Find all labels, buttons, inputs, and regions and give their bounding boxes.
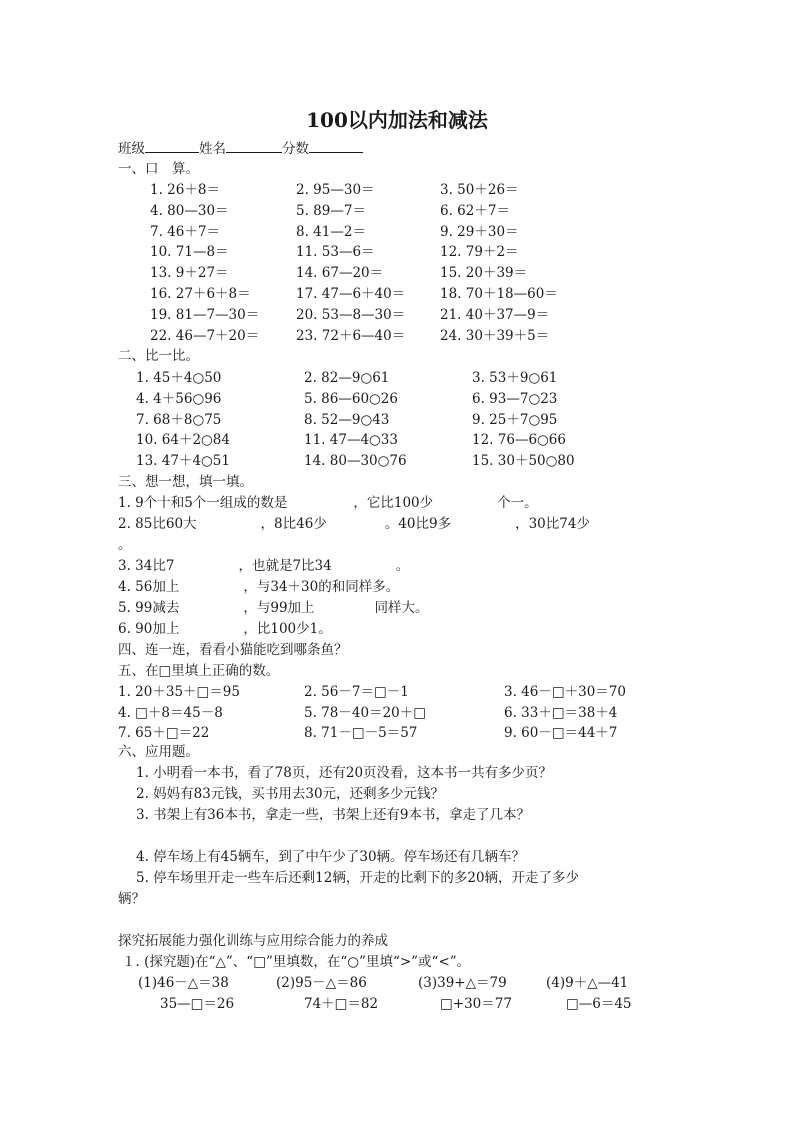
box-fill-item: 9. 60－□＝44＋7 xyxy=(504,725,618,742)
score-label: 分数 xyxy=(282,141,309,157)
mental-math-item: 14. 67—20＝ xyxy=(296,265,384,282)
compare-item: 11. 47—4○33 xyxy=(304,432,398,449)
fill-line-3 xyxy=(118,556,409,576)
mental-math-item: 3. 50＋26＝ xyxy=(440,182,519,198)
extension-item: (3)39+△＝79 xyxy=(418,975,507,991)
mental-math-item: 1. 26＋8＝ xyxy=(150,182,220,198)
fill-line-6 xyxy=(118,619,332,639)
compare-item: 13. 47＋4○51 xyxy=(136,453,230,470)
word-problem-1: 1. 小明看一本书，看了78页，还有20页没看，这本书一共有多少页？ xyxy=(136,765,553,781)
mental-math-item: 24. 30＋39＋5＝ xyxy=(440,327,550,344)
fill-5a: 5. 99减去 xyxy=(118,600,180,616)
mental-math-item: 10. 71—8＝ xyxy=(150,244,229,261)
extension-item: □—6＝45 xyxy=(566,996,632,1012)
extension-question: １. (探究题)在“△”、“□”里填数，在“○”里填“>”或“<”。 xyxy=(122,954,471,970)
class-blank[interactable] xyxy=(145,138,199,153)
mental-math-item: 15. 20＋39＝ xyxy=(440,265,528,282)
fill-4a: 4. 56加上 xyxy=(118,579,180,595)
compare-item: 6. 93—7○23 xyxy=(472,390,558,407)
fill-2d: ，30比74少 xyxy=(515,516,590,532)
box-fill-item: 7. 65＋□＝22 xyxy=(118,725,210,742)
fill-1b: ，它比100少 xyxy=(353,495,434,511)
compare-item: 10. 64＋2○84 xyxy=(136,432,230,449)
mental-math-item: 2. 95—30＝ xyxy=(296,182,375,198)
mental-math-item: 7. 46＋7＝ xyxy=(150,223,220,240)
worksheet-title: 100以内加法和减法 xyxy=(306,108,488,132)
box-fill-item: 1. 20＋35＋□＝95 xyxy=(118,684,240,700)
compare-item: 1. 45＋4○50 xyxy=(136,370,222,386)
fill-line-2 xyxy=(118,514,590,534)
mental-math-item: 13. 9＋27＝ xyxy=(150,265,229,282)
mental-math-item: 5. 89—7＝ xyxy=(296,202,366,219)
fill-5b: ，与99加上 xyxy=(243,600,315,616)
extension-item: 74＋□＝82 xyxy=(304,996,379,1012)
mental-math-item: 8. 41—2＝ xyxy=(296,223,366,240)
section-5-heading: 五、在□里填上正确的数。 xyxy=(118,663,280,679)
name-label: 姓名 xyxy=(199,141,226,157)
box-fill-item: 5. 78－40＝20＋□ xyxy=(304,704,426,721)
mental-math-item: 21. 40＋37—9＝ xyxy=(440,306,550,323)
section-3-heading: 三、想一想，填一填。 xyxy=(118,474,253,490)
mental-math-item: 9. 29＋30＝ xyxy=(440,223,519,240)
extension-item: (4)9＋△—41 xyxy=(546,975,629,991)
box-fill-item: 2. 56－7＝□－1 xyxy=(304,684,409,700)
compare-item: 15. 30＋50○80 xyxy=(472,453,575,470)
fill-4b: ，与34＋30的和同样多。 xyxy=(243,579,400,595)
fill-1c: 个一。 xyxy=(497,495,538,511)
word-problem-5-cont: 辆？ xyxy=(118,891,145,907)
fill-2b: ，8比46少 xyxy=(260,516,327,532)
name-blank[interactable] xyxy=(226,138,282,153)
word-problem-5: 5. 停车场里开走一些车后还剩12辆，开走的比剩下的多20辆，开走了多少 xyxy=(136,870,580,886)
fill-line-1 xyxy=(118,493,538,513)
extension-item: □+30＝77 xyxy=(440,996,512,1012)
mental-math-item: 4. 80—30＝ xyxy=(150,202,229,219)
fill-line-4 xyxy=(118,577,399,597)
word-problem-3: 3. 书架上有36本书，拿走一些，书架上还有9本书，拿走了几本？ xyxy=(136,807,530,823)
mental-math-item: 22. 46—7＋20＝ xyxy=(150,327,260,344)
word-problem-2: 2. 妈妈有83元钱，买书用去30元，还剩多少元钱？ xyxy=(136,786,445,802)
fill-1a: 1. 9个十和5个一组成的数是 xyxy=(118,495,288,511)
fill-6a: 6. 90加上 xyxy=(118,621,180,637)
fill-2c: 。40比9多 xyxy=(384,516,452,532)
compare-item: 5. 86—60○26 xyxy=(304,390,398,407)
score-blank[interactable] xyxy=(309,138,363,153)
mental-math-item: 18. 70＋18—60＝ xyxy=(440,286,558,302)
box-fill-item: 8. 71－□－5＝57 xyxy=(304,725,418,742)
mental-math-item: 12. 79＋2＝ xyxy=(440,244,519,261)
mental-math-item: 19. 81—7—30＝ xyxy=(150,306,260,323)
mental-math-item: 11. 53—6＝ xyxy=(296,244,375,261)
fill-line-5 xyxy=(118,598,429,618)
fill-3c: 。 xyxy=(395,558,410,574)
word-problem-4: 4. 停车场上有45辆车，到了中午少了30辆。停车场还有几辆车？ xyxy=(136,849,526,865)
compare-item: 7. 68＋8○75 xyxy=(136,411,222,428)
mental-math-item: 16. 27＋6＋8＝ xyxy=(150,286,251,302)
compare-item: 4. 4＋56○96 xyxy=(136,390,222,407)
fill-3a: 3. 34比7 xyxy=(118,558,175,574)
extension-item: (2)95－△＝86 xyxy=(276,975,367,991)
compare-item: 8. 52—9○43 xyxy=(304,411,390,428)
section-6-heading: 六、应用题。 xyxy=(118,744,199,760)
section-1-heading: 一、口 算。 xyxy=(118,161,199,177)
header-line xyxy=(118,138,363,159)
class-label: 班级 xyxy=(118,141,145,157)
section-4-heading: 四、连一连，看看小猫能吃到哪条鱼？ xyxy=(118,642,348,658)
fill-3b: ，也就是7比34 xyxy=(238,558,332,574)
compare-item: 12. 76—6○66 xyxy=(472,432,566,449)
fill-6b: ，比100少1。 xyxy=(243,621,332,637)
mental-math-item: 20. 53—8—30＝ xyxy=(296,306,406,323)
mental-math-item: 6. 62＋7＝ xyxy=(440,202,510,219)
extension-item: (1)46－△＝38 xyxy=(138,975,229,991)
compare-item: 3. 53＋9○61 xyxy=(472,370,558,386)
box-fill-item: 6. 33＋□＝38＋4 xyxy=(504,704,618,721)
fill-line-2-cont: 。 xyxy=(118,537,132,553)
extension-item: 35—□＝26 xyxy=(160,996,235,1012)
compare-item: 2. 82—9○61 xyxy=(304,370,390,386)
box-fill-item: 3. 46－□＋30＝70 xyxy=(504,684,626,700)
fill-2a: 2. 85比60大 xyxy=(118,516,197,532)
box-fill-item: 4. □＋8＝45－8 xyxy=(118,704,223,721)
compare-item: 14. 80—30○76 xyxy=(304,453,407,470)
compare-item: 9. 25＋7○95 xyxy=(472,411,558,428)
mental-math-item: 17. 47—6＋40＝ xyxy=(296,286,406,302)
extension-heading: 探究拓展能力强化训练与应用综合能力的养成 xyxy=(118,933,388,949)
fill-5c: 同样大。 xyxy=(374,600,429,616)
mental-math-item: 23. 72＋6—40＝ xyxy=(296,327,406,344)
section-2-heading: 二、比一比。 xyxy=(118,348,199,364)
